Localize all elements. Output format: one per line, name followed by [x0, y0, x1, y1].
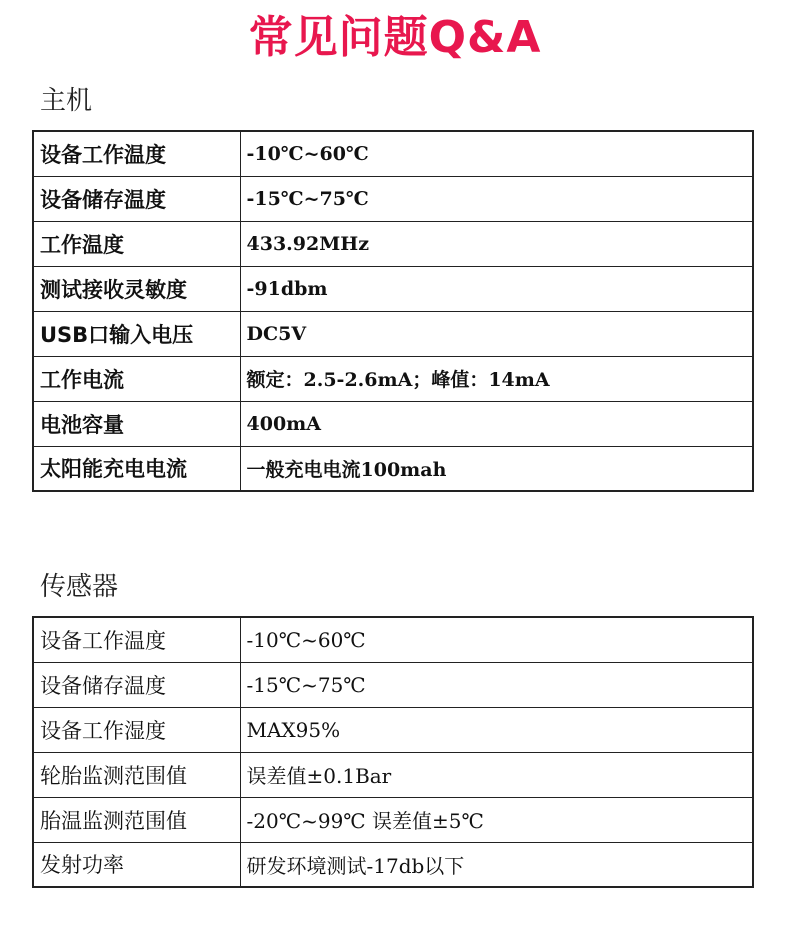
table-row [33, 311, 753, 356]
spec-value: -15℃~75℃ [240, 176, 753, 221]
spec-label: 设备储存温度 [33, 662, 240, 707]
table-row [33, 176, 753, 221]
spec-label: 电池容量 [33, 401, 240, 446]
spec-value: 400mA [240, 401, 753, 446]
page-title: 常见问题Q&A [248, 12, 542, 63]
spec-value: -20℃~99℃ 误差值±5℃ [240, 797, 753, 842]
spec-label: 工作温度 [33, 221, 240, 266]
spec-value: 研发环境测试-17db以下 [240, 842, 753, 887]
table-row [33, 131, 753, 176]
spec-value: -10℃~60℃ [240, 131, 753, 176]
spec-label: 工作电流 [33, 356, 240, 401]
spec-label: 发射功率 [33, 842, 240, 887]
spec-label: 设备工作湿度 [33, 707, 240, 752]
spec-value: 433.92MHz [240, 221, 753, 266]
spec-value: MAX95% [240, 707, 753, 752]
table-row [33, 446, 753, 491]
table-row [33, 797, 753, 842]
spec-label: 轮胎监测范围值 [33, 752, 240, 797]
spec-value: 误差值±0.1Bar [240, 752, 753, 797]
spec-value: -91dbm [240, 266, 753, 311]
spec-value: 一般充电电流100mah [240, 446, 753, 491]
table-row [33, 356, 753, 401]
spec-label: 设备工作温度 [33, 617, 240, 662]
spec-value: -15℃~75℃ [240, 662, 753, 707]
host-section-heading: 主机 [40, 86, 93, 116]
table-row [33, 707, 753, 752]
table-row [33, 752, 753, 797]
table-row [33, 266, 753, 311]
table-row [33, 662, 753, 707]
host-spec-table [32, 130, 754, 492]
spec-label: USB口输入电压 [33, 311, 240, 356]
table-row [33, 617, 753, 662]
spec-value: DC5V [240, 311, 753, 356]
spec-label: 胎温监测范围值 [33, 797, 240, 842]
spec-label: 测试接收灵敏度 [33, 266, 240, 311]
sensor-spec-table [32, 616, 754, 888]
spec-value: 额定：2.5-2.6mA；峰值：14mA [240, 356, 753, 401]
spec-value: -10℃~60℃ [240, 617, 753, 662]
table-row [33, 221, 753, 266]
table-row [33, 401, 753, 446]
spec-label: 太阳能充电电流 [33, 446, 240, 491]
spec-label: 设备储存温度 [33, 176, 240, 221]
spec-label: 设备工作温度 [33, 131, 240, 176]
table-row [33, 842, 753, 887]
sensor-section-heading: 传感器 [40, 572, 119, 602]
